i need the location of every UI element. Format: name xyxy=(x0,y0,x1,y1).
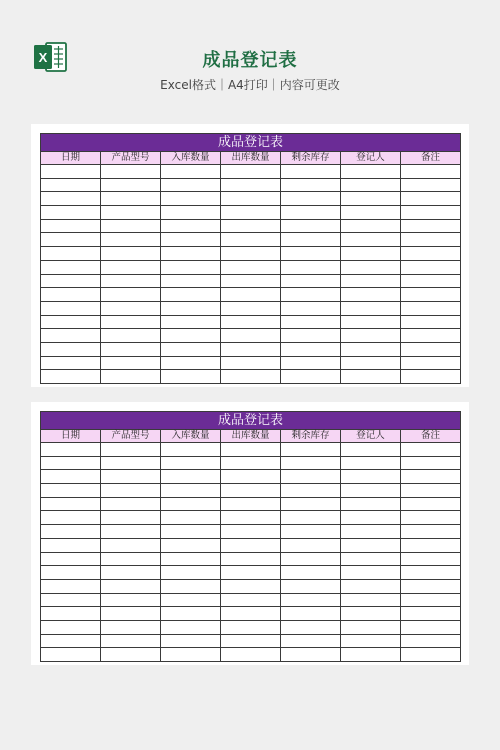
table-cell xyxy=(341,233,401,247)
table-cell xyxy=(281,607,341,621)
table-cell xyxy=(401,607,461,621)
table-cell xyxy=(341,315,401,329)
table-cell xyxy=(41,260,101,274)
table-cell xyxy=(341,511,401,525)
table-cell xyxy=(221,247,281,261)
table-cell xyxy=(101,274,161,288)
table-cell xyxy=(341,456,401,470)
column-header-date: 日期 xyxy=(41,152,101,165)
table-cell xyxy=(101,552,161,566)
table-cell xyxy=(221,456,281,470)
table-cell xyxy=(161,593,221,607)
table-row xyxy=(41,219,461,233)
table-cell xyxy=(341,525,401,539)
table-cell xyxy=(281,233,341,247)
table-cell xyxy=(341,620,401,634)
table-cell xyxy=(401,456,461,470)
table-cell xyxy=(401,356,461,370)
table-cell xyxy=(41,525,101,539)
table-cell xyxy=(101,620,161,634)
table-cell xyxy=(401,206,461,220)
table-cell xyxy=(221,470,281,484)
table-cell xyxy=(161,648,221,662)
table-row xyxy=(41,370,461,384)
table-cell xyxy=(281,648,341,662)
table-row xyxy=(41,484,461,498)
table-row xyxy=(41,497,461,511)
table-cell xyxy=(161,301,221,315)
table-cell xyxy=(341,648,401,662)
column-header-notes: 备注 xyxy=(401,430,461,443)
table-cell xyxy=(101,593,161,607)
table-cell xyxy=(221,566,281,580)
table-cell xyxy=(221,178,281,192)
sheet-preview-2 xyxy=(31,402,469,665)
table-cell xyxy=(281,165,341,179)
table-cell xyxy=(161,566,221,580)
table-cell xyxy=(401,219,461,233)
table-cell xyxy=(221,552,281,566)
table-cell xyxy=(41,288,101,302)
column-header-notes: 备注 xyxy=(401,152,461,165)
table-cell xyxy=(341,443,401,457)
table-row xyxy=(41,620,461,634)
table-cell xyxy=(221,511,281,525)
table-cell xyxy=(41,178,101,192)
table-row xyxy=(41,178,461,192)
table-cell xyxy=(101,370,161,384)
table-row xyxy=(41,593,461,607)
table-row xyxy=(41,579,461,593)
table-cell xyxy=(161,356,221,370)
table-cell xyxy=(341,370,401,384)
table-cell xyxy=(41,579,101,593)
table-row xyxy=(41,165,461,179)
table-cell xyxy=(161,260,221,274)
table-cell xyxy=(101,538,161,552)
table-row xyxy=(41,315,461,329)
table-row xyxy=(41,342,461,356)
table-cell xyxy=(341,607,401,621)
table-cell xyxy=(341,579,401,593)
table-cell xyxy=(281,566,341,580)
table-row xyxy=(41,634,461,648)
table-cell xyxy=(41,497,101,511)
table-cell xyxy=(41,648,101,662)
table-cell xyxy=(341,178,401,192)
table-cell xyxy=(221,443,281,457)
table-cell xyxy=(101,165,161,179)
table-cell xyxy=(161,620,221,634)
table-cell xyxy=(41,247,101,261)
table-cell xyxy=(101,315,161,329)
table-cell xyxy=(401,247,461,261)
table-cell xyxy=(161,634,221,648)
table-cell xyxy=(41,593,101,607)
table-cell xyxy=(281,192,341,206)
table-cell xyxy=(341,329,401,343)
table-cell xyxy=(221,648,281,662)
page-subtitle: Excel格式｜A4打印｜内容可更改 xyxy=(160,78,340,92)
table-row xyxy=(41,648,461,662)
table-cell xyxy=(221,233,281,247)
table-cell xyxy=(401,329,461,343)
column-header-date: 日期 xyxy=(41,430,101,443)
table-cell xyxy=(401,315,461,329)
table-cell xyxy=(101,301,161,315)
table-cell xyxy=(341,497,401,511)
table-cell xyxy=(161,329,221,343)
sheet-preview-1 xyxy=(31,124,469,387)
table-cell xyxy=(41,219,101,233)
table-cell xyxy=(101,219,161,233)
table-cell xyxy=(341,274,401,288)
column-header-inbound: 入库数量 xyxy=(161,152,221,165)
table-body xyxy=(41,443,461,662)
table-title: 成品登记表 xyxy=(41,134,461,152)
table-cell xyxy=(101,288,161,302)
table-cell xyxy=(41,370,101,384)
table-cell xyxy=(221,634,281,648)
table-body xyxy=(41,165,461,384)
table-cell xyxy=(161,370,221,384)
table-cell xyxy=(281,497,341,511)
table-cell xyxy=(101,511,161,525)
table-cell xyxy=(401,192,461,206)
table-cell xyxy=(221,219,281,233)
column-header-registrar: 登记人 xyxy=(341,152,401,165)
table-cell xyxy=(101,192,161,206)
table-cell xyxy=(401,470,461,484)
table-cell xyxy=(401,233,461,247)
table-cell xyxy=(401,648,461,662)
table-cell xyxy=(281,370,341,384)
page-header xyxy=(0,0,500,110)
table-cell xyxy=(221,206,281,220)
table-cell xyxy=(41,342,101,356)
table-cell xyxy=(41,301,101,315)
page-title: 成品登记表 xyxy=(202,50,298,71)
column-header-outbound: 出库数量 xyxy=(221,152,281,165)
table-cell xyxy=(401,484,461,498)
table-cell xyxy=(101,648,161,662)
table-cell xyxy=(161,342,221,356)
column-header-model: 产品型号 xyxy=(101,430,161,443)
table-cell xyxy=(161,497,221,511)
table-cell xyxy=(341,342,401,356)
table-cell xyxy=(221,607,281,621)
table-cell xyxy=(281,288,341,302)
table-cell xyxy=(401,525,461,539)
table-cell xyxy=(281,301,341,315)
table-cell xyxy=(41,192,101,206)
table-cell xyxy=(221,497,281,511)
table-cell xyxy=(341,288,401,302)
table-cell xyxy=(41,620,101,634)
table-cell xyxy=(281,620,341,634)
table-cell xyxy=(101,497,161,511)
table-row xyxy=(41,301,461,315)
table-cell xyxy=(341,356,401,370)
table-cell xyxy=(41,470,101,484)
table-cell xyxy=(41,552,101,566)
table-cell xyxy=(401,620,461,634)
table-cell xyxy=(161,511,221,525)
table-cell xyxy=(401,511,461,525)
table-row xyxy=(41,206,461,220)
table-cell xyxy=(41,607,101,621)
table-cell xyxy=(101,342,161,356)
table-cell xyxy=(281,274,341,288)
table-cell xyxy=(221,593,281,607)
table-cell xyxy=(281,511,341,525)
svg-text:X: X xyxy=(38,50,48,65)
table-cell xyxy=(161,443,221,457)
table-cell xyxy=(221,620,281,634)
table-cell xyxy=(41,443,101,457)
table-cell xyxy=(341,260,401,274)
table-cell xyxy=(41,456,101,470)
table-cell xyxy=(221,579,281,593)
table-cell xyxy=(41,329,101,343)
table-cell xyxy=(161,538,221,552)
table-cell xyxy=(161,470,221,484)
table-cell xyxy=(401,288,461,302)
column-header-registrar: 登记人 xyxy=(341,430,401,443)
table-cell xyxy=(281,538,341,552)
table-cell xyxy=(161,552,221,566)
table-cell xyxy=(161,274,221,288)
column-header-inbound: 入库数量 xyxy=(161,430,221,443)
table-cell xyxy=(401,566,461,580)
table-cell xyxy=(221,329,281,343)
table-cell xyxy=(341,470,401,484)
table-cell xyxy=(221,260,281,274)
column-header-stock: 剩余库存 xyxy=(281,152,341,165)
table-cell xyxy=(401,274,461,288)
table-cell xyxy=(401,497,461,511)
table-cell xyxy=(221,301,281,315)
table-cell xyxy=(221,192,281,206)
table-row xyxy=(41,470,461,484)
table-cell xyxy=(401,593,461,607)
table-cell xyxy=(401,178,461,192)
table-cell xyxy=(401,165,461,179)
table-cell xyxy=(161,233,221,247)
table-cell xyxy=(401,342,461,356)
table-row xyxy=(41,456,461,470)
table-cell xyxy=(41,315,101,329)
table-cell xyxy=(341,634,401,648)
table-cell xyxy=(341,219,401,233)
table-cell xyxy=(161,219,221,233)
table-cell xyxy=(101,470,161,484)
table-cell xyxy=(341,566,401,580)
table-cell xyxy=(101,329,161,343)
table-cell xyxy=(281,593,341,607)
table-cell xyxy=(161,288,221,302)
table-cell xyxy=(281,634,341,648)
table-cell xyxy=(41,274,101,288)
table-cell xyxy=(101,525,161,539)
table-cell xyxy=(401,579,461,593)
table-cell xyxy=(41,634,101,648)
table-cell xyxy=(341,538,401,552)
table-cell xyxy=(221,274,281,288)
table-cell xyxy=(221,484,281,498)
table-cell xyxy=(281,356,341,370)
table-cell xyxy=(101,456,161,470)
table-row xyxy=(41,511,461,525)
table-cell xyxy=(161,315,221,329)
table-cell xyxy=(281,342,341,356)
table-cell xyxy=(401,260,461,274)
table-cell xyxy=(161,607,221,621)
register-table-1 xyxy=(40,133,461,384)
table-cell xyxy=(341,247,401,261)
table-cell xyxy=(401,538,461,552)
table-cell xyxy=(41,538,101,552)
table-cell xyxy=(161,456,221,470)
table-cell xyxy=(221,342,281,356)
table-row xyxy=(41,260,461,274)
table-row xyxy=(41,329,461,343)
table-cell xyxy=(401,552,461,566)
table-cell xyxy=(281,219,341,233)
table-cell xyxy=(101,247,161,261)
table-cell xyxy=(281,315,341,329)
table-cell xyxy=(41,566,101,580)
table-cell xyxy=(281,456,341,470)
table-cell xyxy=(101,260,161,274)
table-cell xyxy=(281,178,341,192)
table-cell xyxy=(41,165,101,179)
table-cell xyxy=(401,443,461,457)
table-cell xyxy=(101,178,161,192)
table-cell xyxy=(281,260,341,274)
table-cell xyxy=(101,443,161,457)
table-cell xyxy=(281,579,341,593)
table-row xyxy=(41,288,461,302)
table-cell xyxy=(341,484,401,498)
column-header-model: 产品型号 xyxy=(101,152,161,165)
table-cell xyxy=(281,552,341,566)
table-cell xyxy=(281,443,341,457)
table-cell xyxy=(221,356,281,370)
table-cell xyxy=(221,370,281,384)
table-row xyxy=(41,192,461,206)
table-cell xyxy=(341,206,401,220)
table-row xyxy=(41,443,461,457)
table-cell xyxy=(281,470,341,484)
table-cell xyxy=(101,206,161,220)
table-cell xyxy=(341,165,401,179)
table-cell xyxy=(101,356,161,370)
table-cell xyxy=(161,165,221,179)
table-cell xyxy=(221,165,281,179)
table-cell xyxy=(41,233,101,247)
table-cell xyxy=(281,484,341,498)
table-cell xyxy=(41,206,101,220)
table-cell xyxy=(281,525,341,539)
table-title: 成品登记表 xyxy=(41,412,461,430)
table-cell xyxy=(401,370,461,384)
table-cell xyxy=(101,484,161,498)
table-cell xyxy=(101,566,161,580)
table-cell xyxy=(101,607,161,621)
table-cell xyxy=(401,301,461,315)
table-cell xyxy=(101,579,161,593)
table-row xyxy=(41,538,461,552)
table-row xyxy=(41,566,461,580)
table-cell xyxy=(341,552,401,566)
table-cell xyxy=(221,315,281,329)
table-cell xyxy=(101,634,161,648)
table-row xyxy=(41,525,461,539)
column-header-outbound: 出库数量 xyxy=(221,430,281,443)
table-cell xyxy=(221,288,281,302)
table-cell xyxy=(221,525,281,539)
table-row xyxy=(41,552,461,566)
table-cell xyxy=(281,206,341,220)
table-cell xyxy=(41,484,101,498)
table-cell xyxy=(161,247,221,261)
table-cell xyxy=(221,538,281,552)
table-row xyxy=(41,274,461,288)
column-header-stock: 剩余库存 xyxy=(281,430,341,443)
table-cell xyxy=(341,301,401,315)
table-cell xyxy=(401,634,461,648)
table-cell xyxy=(161,525,221,539)
table-cell xyxy=(101,233,161,247)
table-cell xyxy=(161,192,221,206)
table-row xyxy=(41,607,461,621)
table-cell xyxy=(341,593,401,607)
table-row xyxy=(41,356,461,370)
table-cell xyxy=(161,579,221,593)
table-cell xyxy=(161,178,221,192)
table-cell xyxy=(161,206,221,220)
table-cell xyxy=(281,247,341,261)
table-row xyxy=(41,233,461,247)
table-cell xyxy=(281,329,341,343)
register-table-2 xyxy=(40,411,461,662)
table-cell xyxy=(41,356,101,370)
table-cell xyxy=(41,511,101,525)
table-cell xyxy=(341,192,401,206)
table-cell xyxy=(161,484,221,498)
table-row xyxy=(41,247,461,261)
